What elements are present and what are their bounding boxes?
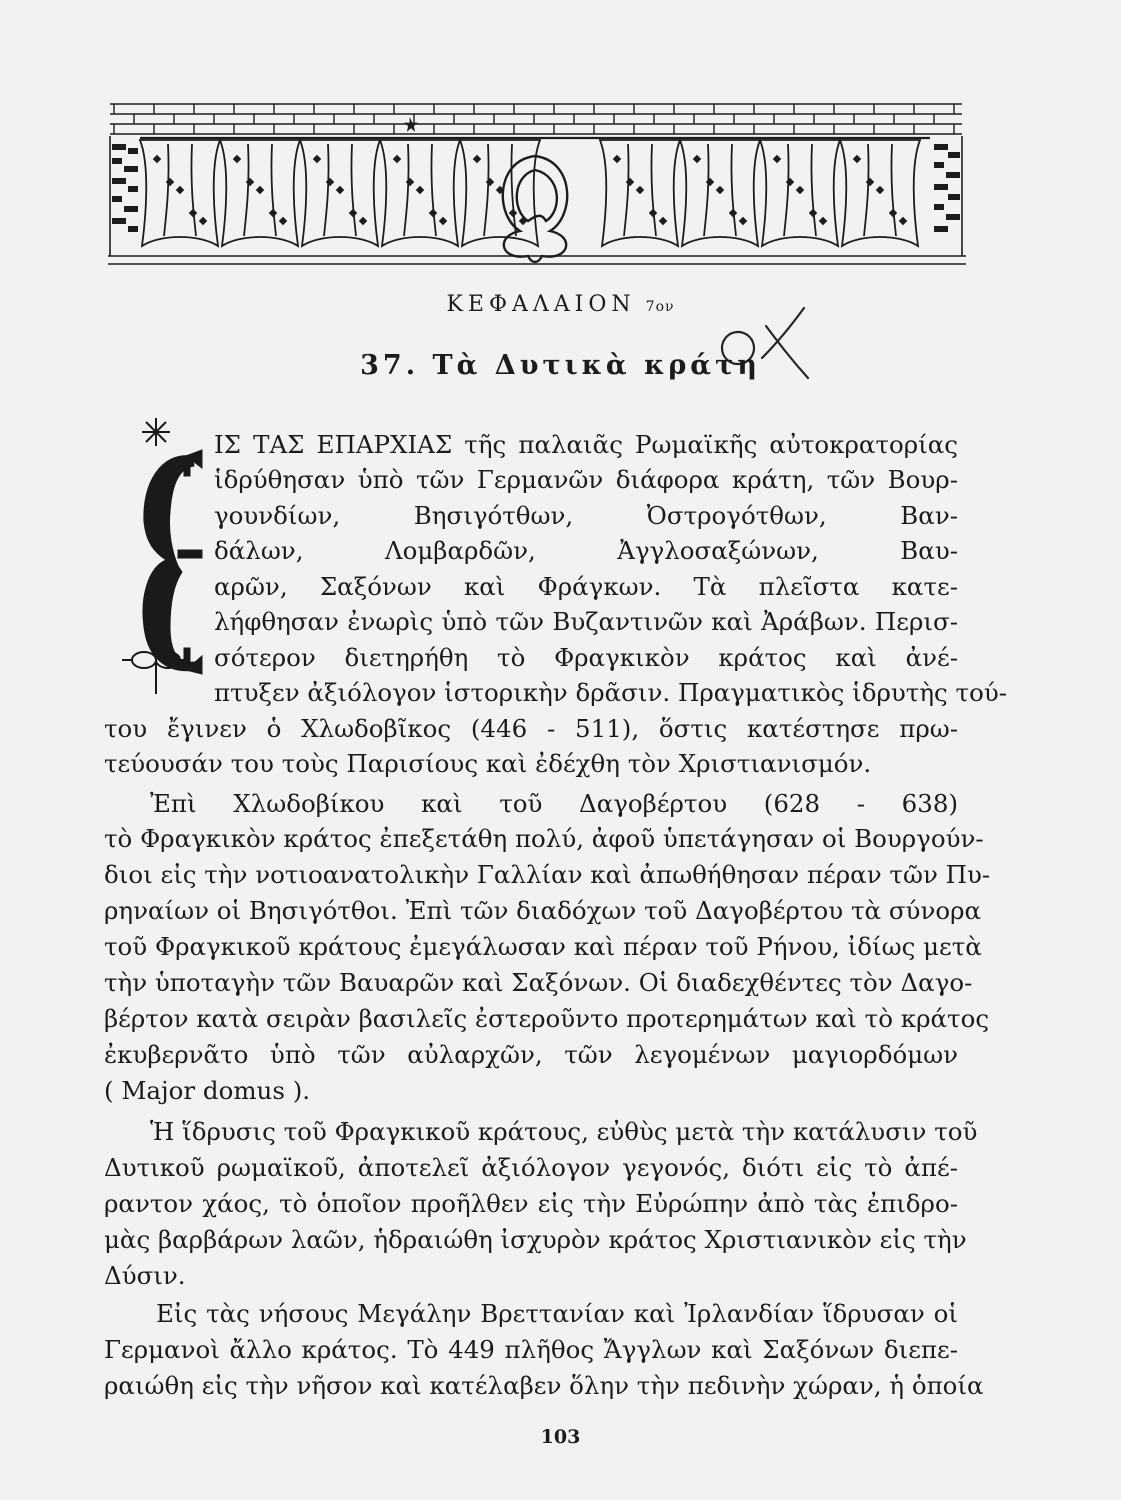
chapter-label: ΚΕΦΑΛΑΙΟΝ [446, 292, 636, 317]
text-line: ραιώθη εἰς τὴν νῆσον καὶ κατέλαβεν ὅλην τὴν πεδινὴν χώραν, ἡ ὁποία [104, 1371, 984, 1400]
text-line: δάλων, Λομβαρδῶν, Ἀγγλοσαξώνων, Βαυ- [214, 536, 958, 565]
header-ornament [100, 96, 970, 266]
text-line: ρηναίων οἱ Βησιγότθοι. Ἐπὶ τῶν διαδόχων τοῦ Δαγοβέρτου τὰ σύνορα [104, 896, 982, 925]
text-line: διοι εἰς τὴν νοτιοανατολικὴν Γαλλίαν καὶ ἀπωθήθησαν πέραν τῶν Πυ- [104, 860, 991, 889]
text-line: ἐκυβερνᾶτο ὑπὸ τῶν αὐλαρχῶν, τῶν λεγομένων μαγιορδόμων [104, 1040, 958, 1069]
page-number: 103 [540, 1426, 581, 1448]
text-line: γουνδίων, Βησιγότθων, Ὀστρογότθων, Βαν- [214, 501, 958, 530]
text-line: ( Major domus ). [104, 1076, 311, 1105]
text-line: αρῶν, Σαξόνων καὶ Φράγκων. Τὰ πλεῖστα κατε- [214, 572, 958, 601]
text-line: πτυξεν ἀξιόλογον ἱστορικὴν δρᾶσιν. Πραγματικὸς ἱδρυτὴς τού- [214, 678, 1008, 707]
text-line: τὸ Φραγκικὸν κράτος ἐπεξετάθη πολύ, ἀφοῦ ὑπετάγησαν οἱ Βουργούν- [104, 824, 984, 853]
text-line: μὰς βαρβάρων λαῶν, ἡδραιώθη ἰσχυρὸν κράτος Χριστιανικὸν εἰς τὴν [104, 1225, 967, 1254]
text-line: λήφθησαν ἐνωρὶς ὑπὸ τῶν Βυζαντινῶν καὶ Ἀράβων. Περισ- [214, 607, 958, 636]
chapter-heading [0, 292, 1121, 317]
chapter-number: 7ον [645, 299, 675, 315]
text-line: του ἔγινεν ὁ Χλωδοβῖκος (446 - 511), ὅστις κατέστησε πρω- [104, 714, 958, 743]
text-line: Εἰς τὰς νήσους Μεγάλην Βρεττανίαν καὶ Ἰρλανδίαν ἵδρυσαν οἱ [156, 1299, 958, 1328]
text-line: Δύσιν. [104, 1261, 186, 1290]
text-line: σότερον διετηρήθη τὸ Φραγκικὸν κράτος καὶ ἀνέ- [214, 643, 958, 672]
drop-cap-initial [122, 412, 222, 702]
text-line: Ἡ ἵδρυσις τοῦ Φραγκικοῦ κράτους, εὐθὺς μετὰ τὴν κατάλυσιν τοῦ [150, 1117, 978, 1146]
text-line: ΙΣ ΤΑΣ ΕΠΑΡΧΙΑΣ τῆς παλαιᾶς Ρωμαϊκῆς αὐτοκρατορίας [214, 430, 958, 459]
section-title: 37. Τὰ Δυτικὰ κράτη [360, 350, 761, 381]
text-line: Δυτικοῦ ρωμαϊκοῦ, ἀποτελεῖ ἀξιόλογον γεγονός, διότι εἰς τὸ ἀπέ- [104, 1153, 958, 1182]
text-line: τοῦ Φραγκικοῦ κράτους ἐμεγάλωσαν καὶ πέραν τοῦ Ρήνου, ἰδίως μετὰ [104, 932, 982, 961]
text-line: τὴν ὑποταγὴν τῶν Βαυαρῶν καὶ Σαξόνων. Οἱ διαδεχθέντες τὸν Δαγο- [104, 968, 973, 997]
text-line: ἱδρύθησαν ὑπὸ τῶν Γερμανῶν διάφορα κράτη, τῶν Βουρ- [214, 465, 958, 494]
text-line: Γερμανοὶ ἄλλο κράτος. Τὸ 449 πλῆθος Ἄγγλων καὶ Σαξόνων διεπε- [104, 1335, 958, 1364]
text-line: Ἐπὶ Χλωδοβίκου καὶ τοῦ Δαγοβέρτου (628 - 638) [150, 789, 958, 818]
text-line: ραντον χάος, τὸ ὁποῖον προῆλθεν εἰς τὴν Εὐρώπην ἀπὸ τὰς ἐπιδρο- [104, 1189, 958, 1218]
text-line: τεύουσάν του τοὺς Παρισίους καὶ ἐδέχθη τὸν Χριστιανισμόν. [104, 749, 872, 778]
text-line: βέρτον κατὰ σειρὰν βασιλεῖς ἐστεροῦντο προτερημάτων καὶ τὸ κράτος [104, 1004, 990, 1033]
